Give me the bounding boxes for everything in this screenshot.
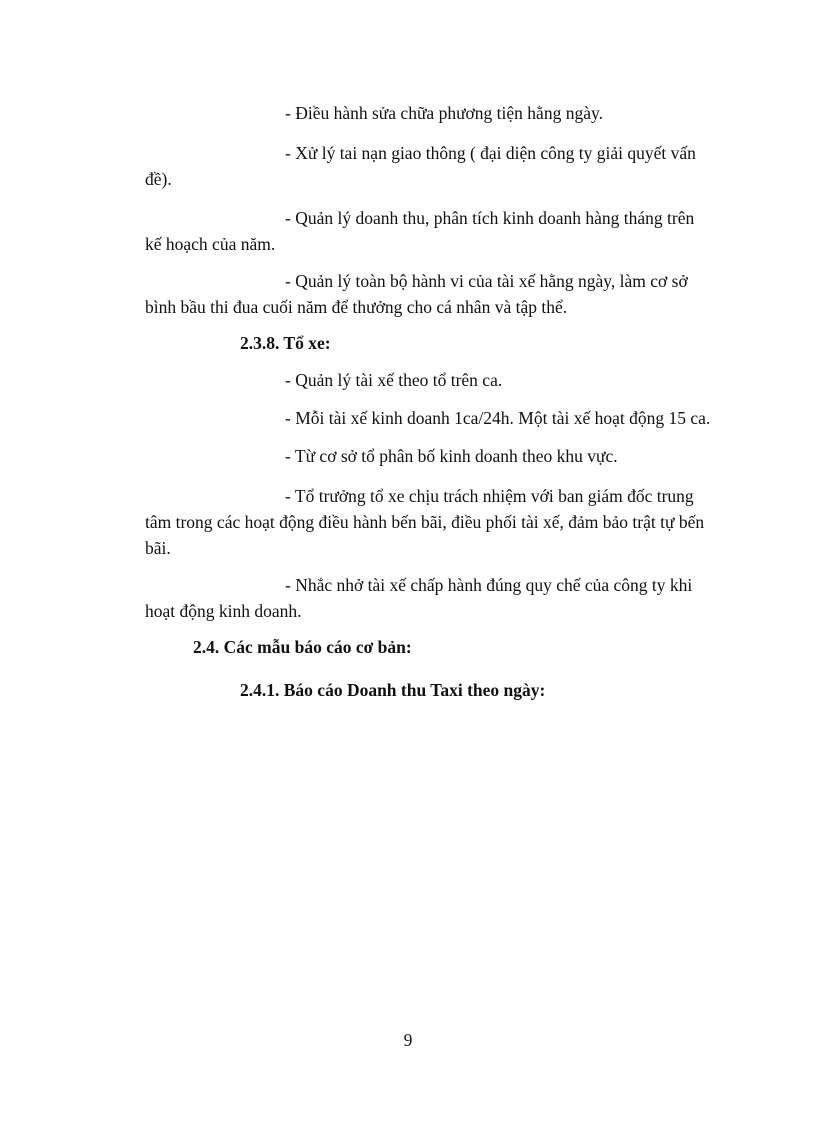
list-item-to-xe-4: - Tổ trưởng tổ xe chịu trách nhiệm với ban giám đốc trung tâm trong các hoạt động điều hành bến bãi, điều phối tài xế, đảm bảo trật tự bến bãi. (145, 486, 705, 558)
list-item-to-xe-5: - Nhắc nhở tài xế chấp hành đúng quy chế của công ty khi hoạt động kinh doanh. (145, 575, 693, 621)
list-item-to-xe-3: - Từ cơ sở tổ phân bố kinh doanh theo khu vực. (285, 446, 618, 466)
paragraph-quan-ly-doanh-thu: - Quản lý doanh thu, phân tích kinh doanh hàng tháng trên kế hoạch của năm. (145, 208, 695, 254)
section-heading-to-xe: 2.3.8. Tổ xe: (240, 333, 331, 353)
section-heading-mau-bao-cao: 2.4. Các mẫu báo cáo cơ bản: (193, 637, 412, 657)
paragraph-dieu-hanh-sua-chua: - Điều hành sửa chữa phương tiện hằng ngày. (285, 103, 603, 123)
section-heading-bao-cao-doanh-thu: 2.4.1. Báo cáo Doanh thu Taxi theo ngày: (240, 680, 546, 700)
paragraph-quan-ly-hanh-vi: - Quản lý toàn bộ hành vi của tài xế hằng ngày, làm cơ sở bình bầu thi đua cuối năm để thưởng cho cá nhân và tập thể. (145, 271, 688, 317)
list-item-to-xe-1: - Quản lý tài xế theo tổ trên ca. (285, 370, 503, 390)
list-item-to-xe-2: - Mỗi tài xế kinh doanh 1ca/24h. Một tài xế hoạt động 15 ca. (285, 408, 711, 428)
page-number: 9 (403, 1030, 413, 1050)
paragraph-xu-ly-tai-nan: - Xử lý tai nạn giao thông ( đại diện công ty giải quyết vấn đề). (145, 143, 696, 189)
